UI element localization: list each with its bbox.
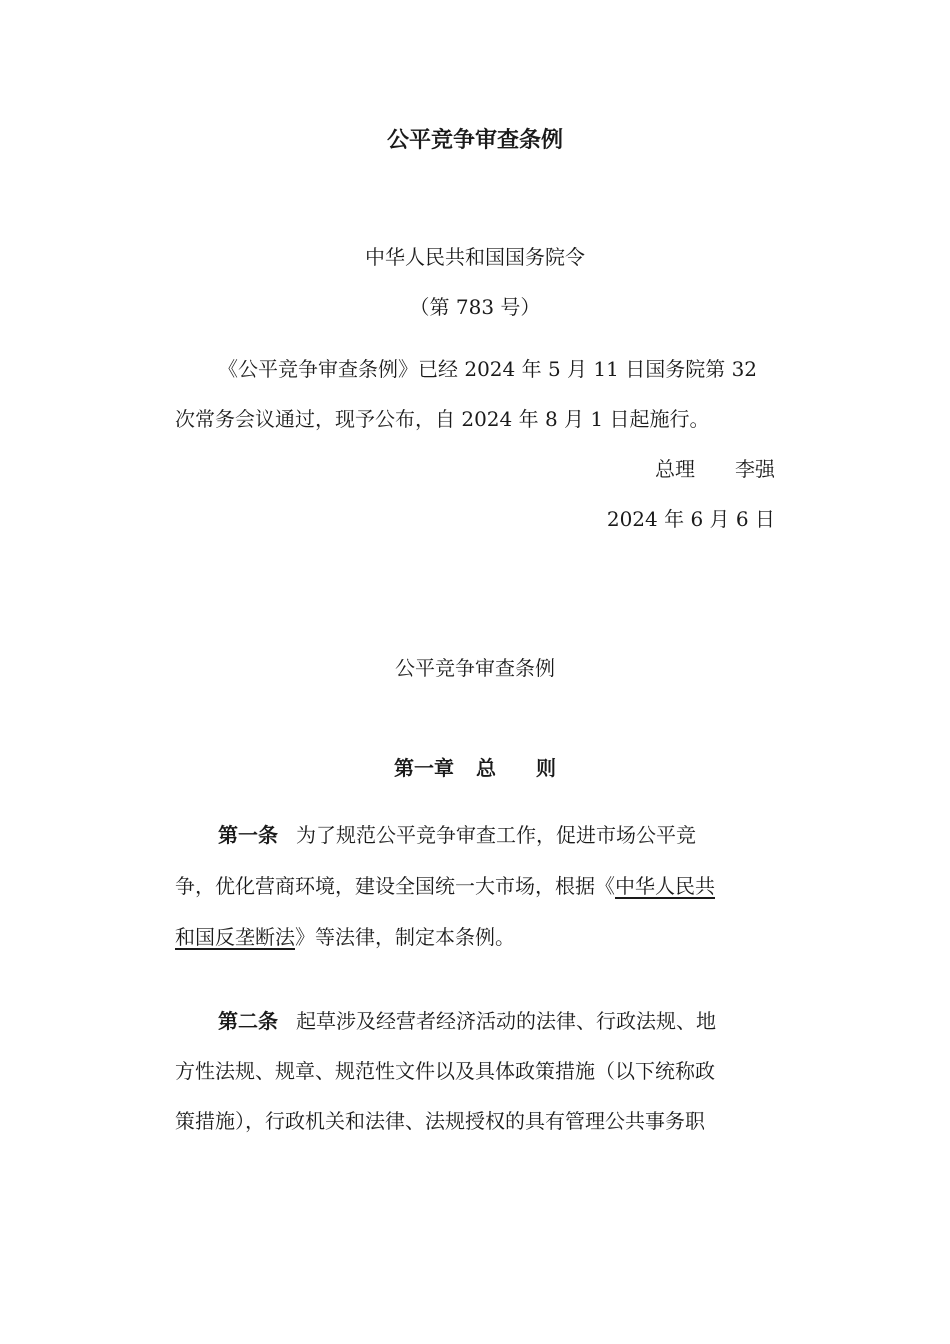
article2-label: 第二条: [218, 1009, 278, 1033]
chapter-heading: [0, 755, 950, 781]
article2-line2: 方性法规、规章、规范性文件以及具体政策措施（以下统称政: [175, 1059, 715, 1083]
chapter-label: 第一章: [394, 756, 454, 780]
article1-line2: [175, 873, 715, 899]
signer-title: 总理: [655, 457, 695, 481]
signer-name: 李强: [735, 457, 775, 481]
chapter-title-b: 则: [536, 756, 556, 780]
chapter-title-a: 总: [476, 756, 496, 780]
document-title: 公平竞争审查条例: [386, 128, 563, 153]
article1-text3: 》等法律，制定本条例。: [295, 925, 515, 949]
article1-text1: 为了规范公平竞争审查工作，促进市场公平竞: [296, 823, 696, 847]
article2-line3: 策措施），行政机关和法律、法规授权的具有管理公共事务职: [175, 1109, 705, 1133]
article1-line1: [218, 822, 696, 848]
signature-line: [655, 456, 775, 482]
antimonopoly-law-link-part2[interactable]: 和国反垄断法: [175, 925, 295, 949]
decree-number: （第 783 号）: [409, 295, 541, 319]
sign-date: 2024 年 6 月 6 日: [606, 507, 775, 531]
article2-text1: 起草涉及经营者经济活动的法律、行政法规、地: [296, 1009, 716, 1033]
article2-line1: [218, 1008, 716, 1034]
article1-text2: 争，优化营商环境，建设全国统一大市场，根据《: [175, 874, 615, 898]
decree-issuer: 中华人民共和国国务院令: [365, 245, 585, 269]
antimonopoly-law-link-part1[interactable]: 中华人民共: [615, 874, 715, 898]
article1-line3: [175, 924, 515, 950]
regulation-title: 公平竞争审查条例: [395, 656, 555, 680]
article1-label: 第一条: [218, 823, 278, 847]
decree-text-line2: 次常务会议通过，现予公布，自 2024 年 8 月 1 日起施行。: [175, 407, 710, 431]
decree-text-line1: 《公平竞争审查条例》已经 2024 年 5 月 11 日国务院第 32: [218, 357, 758, 381]
